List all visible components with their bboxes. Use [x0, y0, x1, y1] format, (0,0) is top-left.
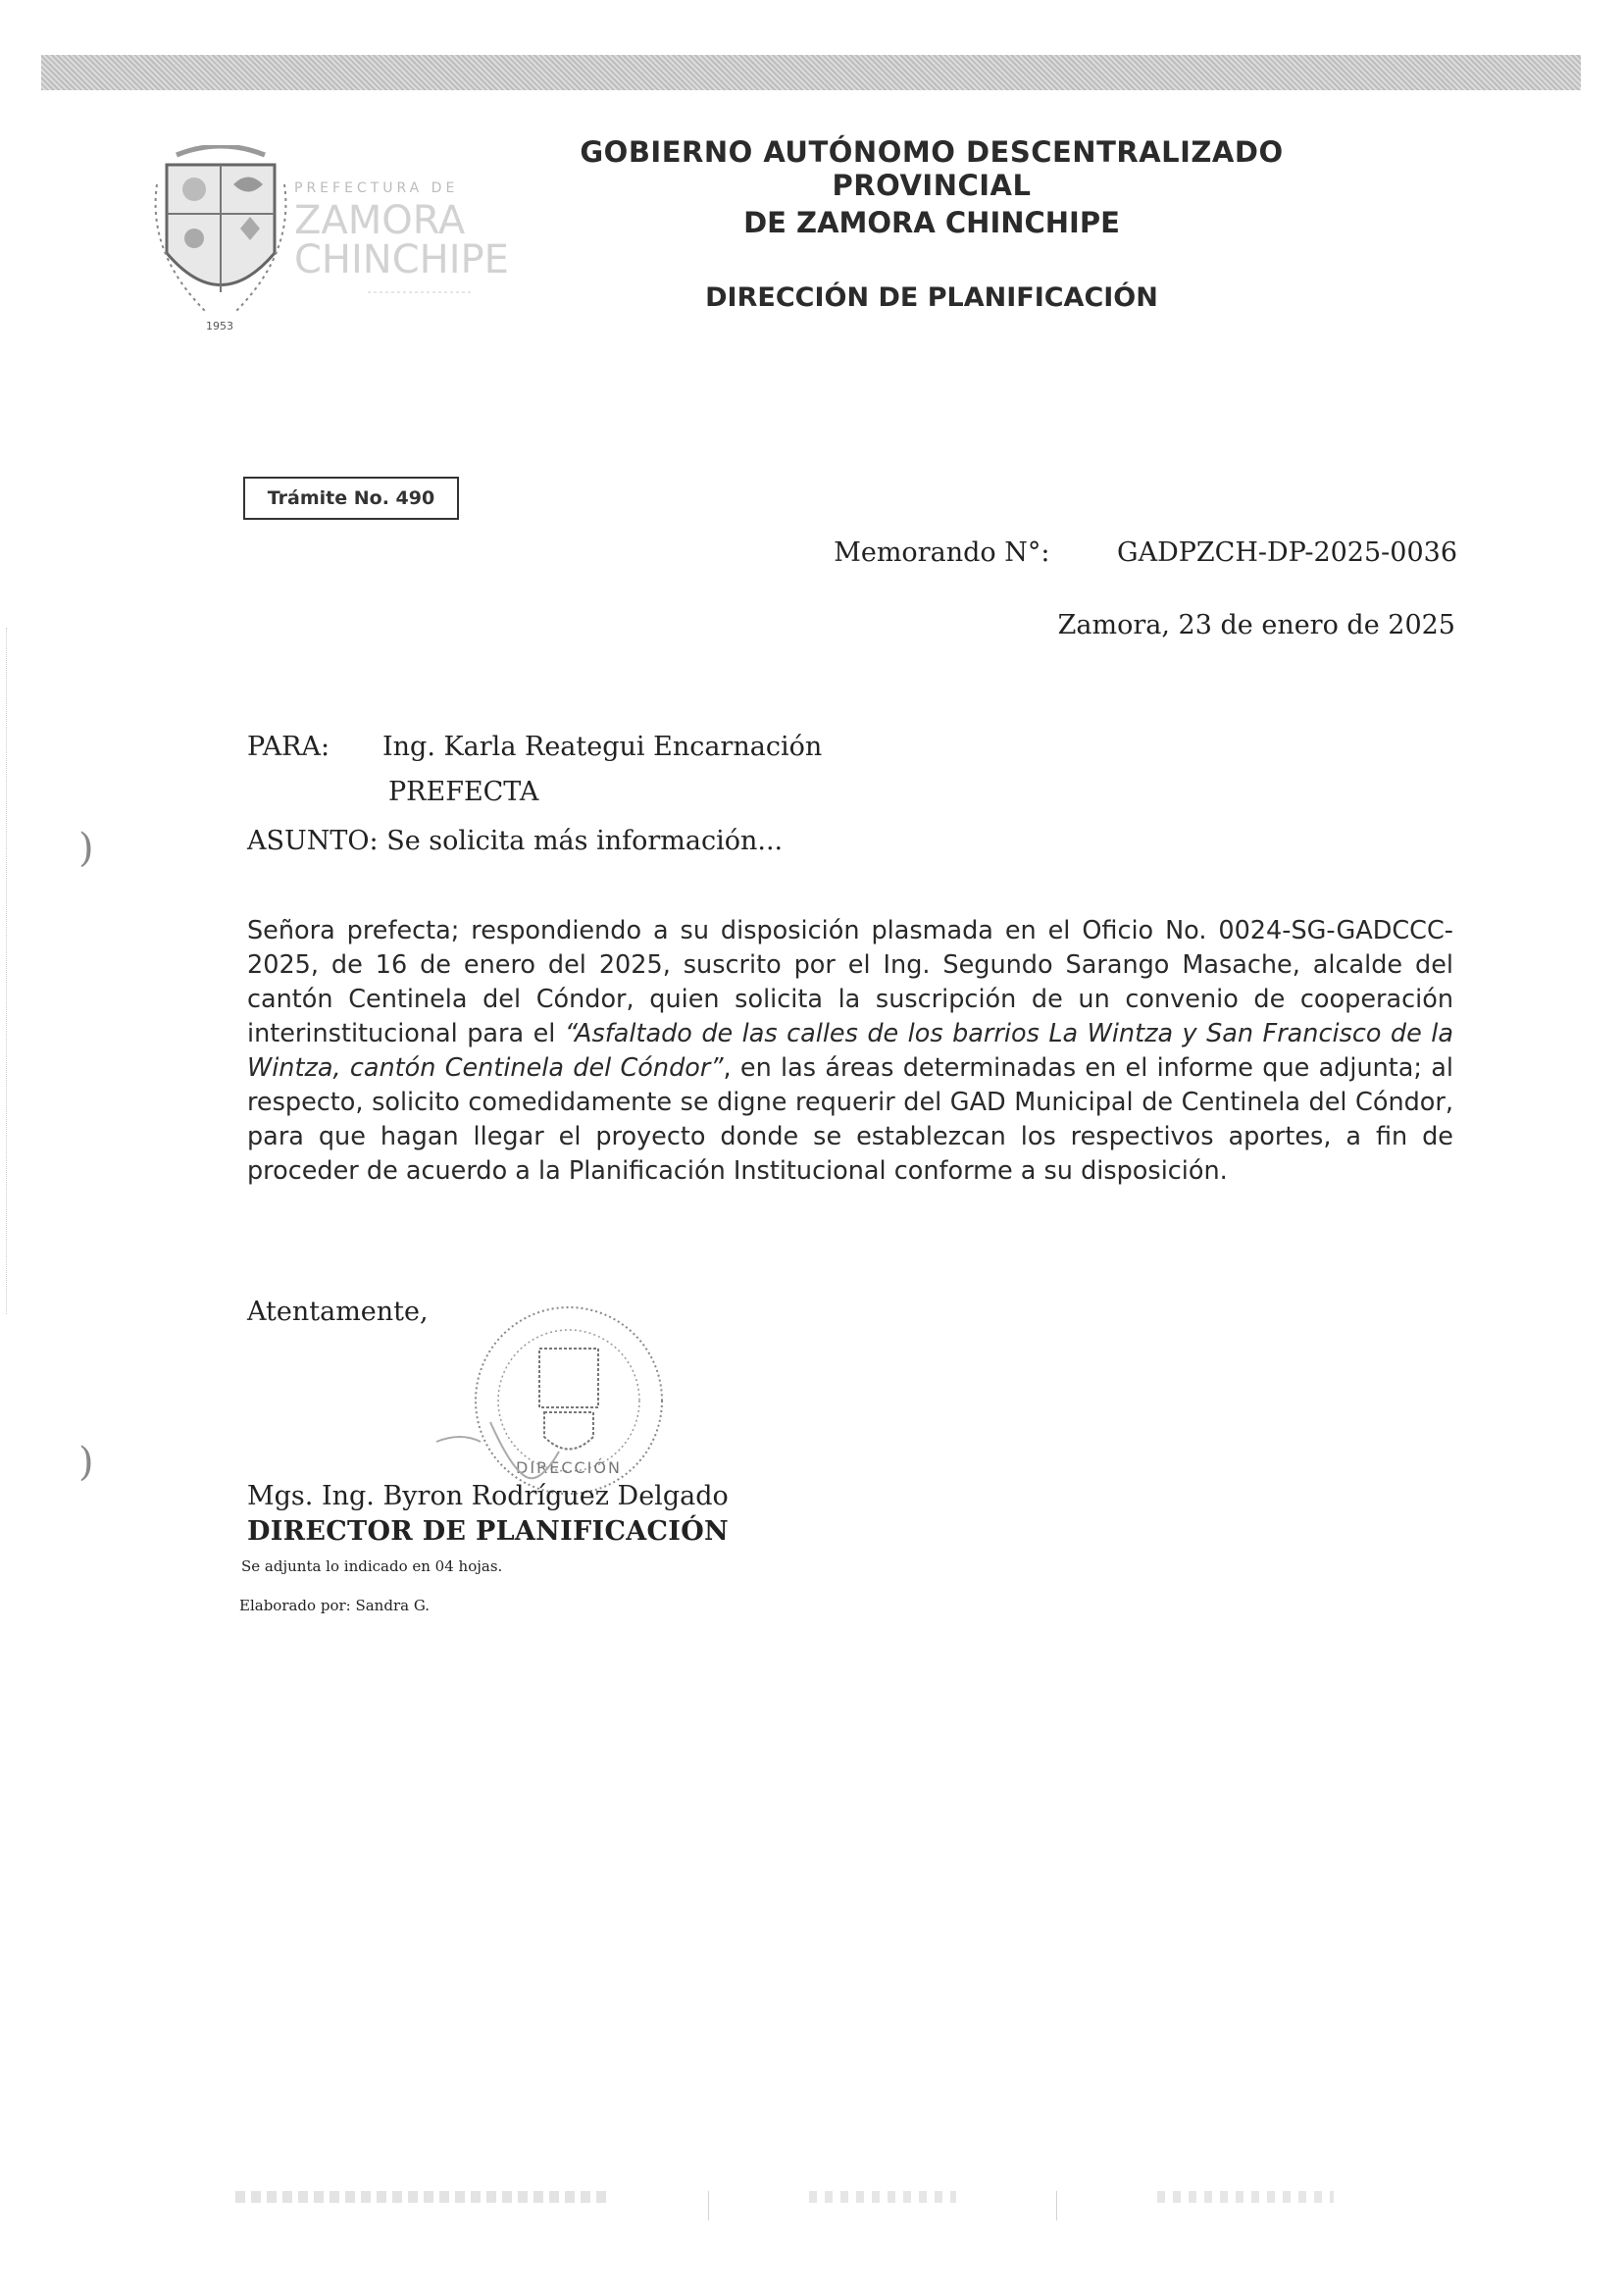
memo-body — [247, 914, 1453, 1189]
closing: Atentamente, — [247, 1297, 429, 1327]
faded-footer-text — [809, 2191, 956, 2203]
asunto-text: Se solicita más información... — [386, 826, 784, 856]
header-line1: GOBIERNO AUTÓNOMO DESCENTRALIZADO PROVINCIAL — [580, 135, 1284, 202]
letterhead — [490, 135, 1373, 313]
body-part2: , en las áreas determinadas en el informe que adjunta; al respecto, solicito comedidamente se digne requerir del GAD Municipal de Centinela del Cóndor, para que hagan llegar el proyecto donde se establezcan los respectivos aportes, a fin de proceder de acuerdo a la Planificación Institucional conforme a su disposición. — [247, 1053, 1453, 1186]
asunto-line — [247, 826, 783, 856]
para-line — [247, 732, 822, 762]
logo-name-line2: CHINCHIPE — [294, 237, 509, 282]
memo-number: GADPZCH-DP-2025-0036 — [1117, 537, 1457, 568]
para-label: PARA: — [247, 732, 330, 762]
faded-footer-text — [235, 2191, 608, 2203]
faded-footer — [235, 2191, 1334, 2220]
coat-of-arms-icon — [156, 146, 286, 312]
prepared-by-note: Elaborado por: Sandra G. — [239, 1597, 431, 1614]
signer-title: DIRECTOR DE PLANIFICACIÓN — [247, 1516, 729, 1547]
memo-date: Zamora, 23 de enero de 2025 — [1057, 610, 1455, 640]
body-part1: Señora prefecta; respondiendo a su disposición plasmada en el Oficio No. 0024-SG-GADCCC-2025, de 16 de enero del 2025, suscrito por el Ing. Segundo Sarango Masache, alcalde del cantón Centinela del Cóndor, quien solicita la suscripción de un convenio de cooperación interinstitucional para el — [247, 916, 1453, 1048]
memo-number-line — [834, 537, 1457, 568]
prefectura-logo — [147, 145, 520, 341]
attachment-note: Se adjunta lo indicado en 04 hojas. — [241, 1557, 503, 1575]
footer-separator — [1056, 2191, 1057, 2220]
seal-text: DIRECCIÓN — [516, 1458, 622, 1477]
logo-year: 1953 — [206, 320, 233, 332]
tramite-box: Trámite No. 490 — [243, 477, 459, 520]
logo-name-line1: ZAMORA — [294, 198, 466, 243]
asunto-label: ASUNTO: — [247, 826, 379, 856]
header-department: DIRECCIÓN DE PLANIFICACIÓN — [705, 282, 1158, 313]
footer-separator — [708, 2191, 709, 2220]
scan-header-bar — [41, 55, 1581, 90]
header-line2: DE ZAMORA CHINCHIPE — [743, 206, 1120, 239]
memo-label: Memorando N°: — [834, 537, 1050, 568]
punch-hole-mark: ) — [78, 1440, 94, 1485]
scan-edge-mark — [6, 628, 8, 1314]
recipient-role: PREFECTA — [388, 777, 539, 807]
signer-name: Mgs. Ing. Byron Rodríguez Delgado — [247, 1481, 729, 1511]
faded-footer-text — [1157, 2191, 1334, 2203]
punch-hole-mark: ) — [78, 826, 94, 871]
body-project-title: “Asfaltado de las calles de los barrios La Wintza y San Francisco de la Wintza, cantón Centinela del Cóndor” — [247, 1019, 1453, 1083]
recipient-name: Ing. Karla Reategui Encarnación — [382, 732, 823, 762]
logo-top-text: PREFECTURA DE — [294, 180, 459, 196]
